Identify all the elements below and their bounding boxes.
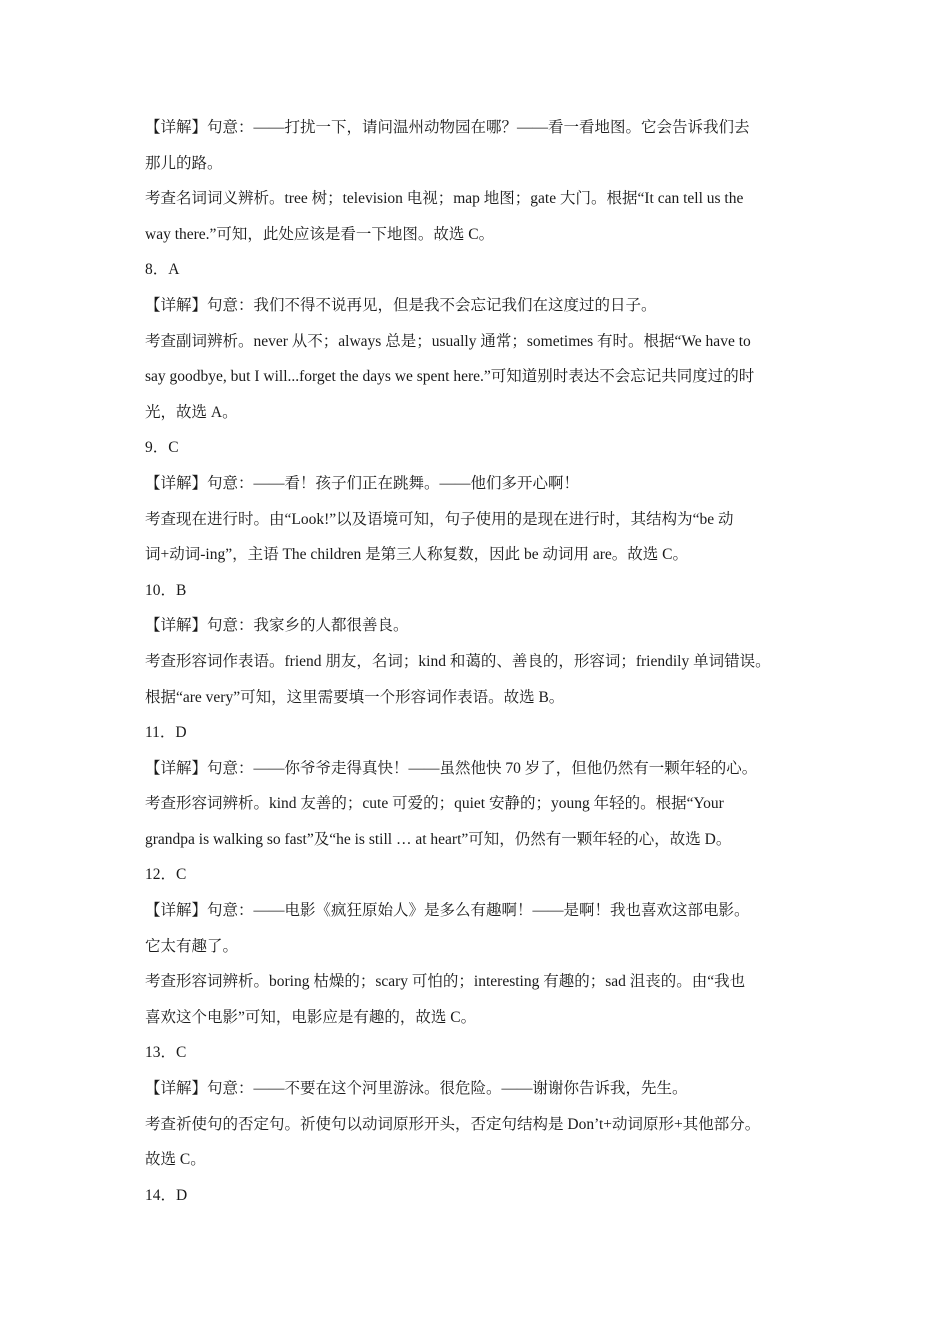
explanation-line: way there.”可知，此处应该是看一下地图。故选 C。: [145, 225, 495, 243]
explanation-line: 喜欢这个电影”可知，电影应是有趣的，故选 C。: [145, 1008, 477, 1026]
explanation-line: 考查形容词作表语。friend 朋友，名词；kind 和蔼的、善良的，形容词；friendily 单词错误。: [145, 652, 771, 670]
explanation-line: 【详解】句意：——你爷爷走得真快！——虽然他快 70 岁了，但他仍然有一颗年轻的心。: [145, 759, 758, 777]
explanation-line: say goodbye, but I will...forget the days we spent here.”可知道别时表达不会忘记共同度过的时: [145, 368, 755, 386]
explanation-line: 根据“are very”可知，这里需要填一个形容词作表语。故选 B。: [145, 688, 565, 706]
answer-number: 14．D: [145, 1186, 188, 1204]
answer-explanations: [145, 110, 825, 1213]
answer-number: 12．C: [145, 866, 187, 884]
answer-number: 11．D: [145, 724, 187, 742]
explanation-line: 词+动词-ing”，主语 The children 是第三人称复数，因此 be 动词用 are。故选 C。: [145, 546, 688, 564]
explanation-line: 故选 C。: [145, 1151, 206, 1169]
explanation-line: 【详解】句意：——看！孩子们正在跳舞。——他们多开心啊！: [145, 474, 580, 492]
explanation-line: 考查祈使句的否定句。祈使句以动词原形开头，否定句结构是 Don’t+动词原形+其他部分。: [145, 1115, 761, 1133]
explanation-line: 考查副词辨析。never 从不；always 总是；usually 通常；sometimes 有时。根据“We have to: [145, 332, 751, 350]
explanation-line: grandpa is walking so fast”及“he is still … at heart”可知，仍然有一颗年轻的心，故选 D。: [145, 830, 732, 848]
explanation-line: 【详解】句意：我们不得不说再见，但是我不会忘记我们在这度过的日子。: [145, 296, 657, 314]
explanation-line: 考查形容词辨析。boring 枯燥的；scary 可怕的；interesting 有趣的；sad 沮丧的。由“我也: [145, 973, 746, 991]
explanation-line: 考查现在进行时。由“Look!”以及语境可知，句子使用的是现在进行时，其结构为“be 动: [145, 510, 734, 528]
explanation-line: 那儿的路。: [145, 154, 223, 172]
explanation-line: 【详解】句意：——不要在这个河里游泳。很危险。——谢谢你告诉我，先生。: [145, 1080, 688, 1098]
explanation-line: 【详解】句意：我家乡的人都很善良。: [145, 617, 409, 635]
answer-number: 8．A: [145, 261, 180, 279]
answer-number: 9．C: [145, 439, 179, 457]
explanation-line: 光，故选 A。: [145, 403, 238, 421]
explanation-line: 考查名词词义辨析。tree 树；television 电视；map 地图；gate 大门。根据“It can tell us the: [145, 190, 744, 208]
answer-number: 13．C: [145, 1044, 187, 1062]
answer-number: 10．B: [145, 581, 187, 599]
explanation-line: 【详解】句意：——电影《疯狂原始人》是多么有趣啊！——是啊！我也喜欢这部电影。: [145, 902, 750, 920]
explanation-line: 它太有趣了。: [145, 937, 239, 955]
explanation-line: 【详解】句意：——打扰一下，请问温州动物园在哪？——看一看地图。它会告诉我们去: [145, 119, 750, 136]
explanation-line: 考查形容词辨析。kind 友善的；cute 可爱的；quiet 安静的；young 年轻的。根据“Your: [145, 795, 724, 813]
